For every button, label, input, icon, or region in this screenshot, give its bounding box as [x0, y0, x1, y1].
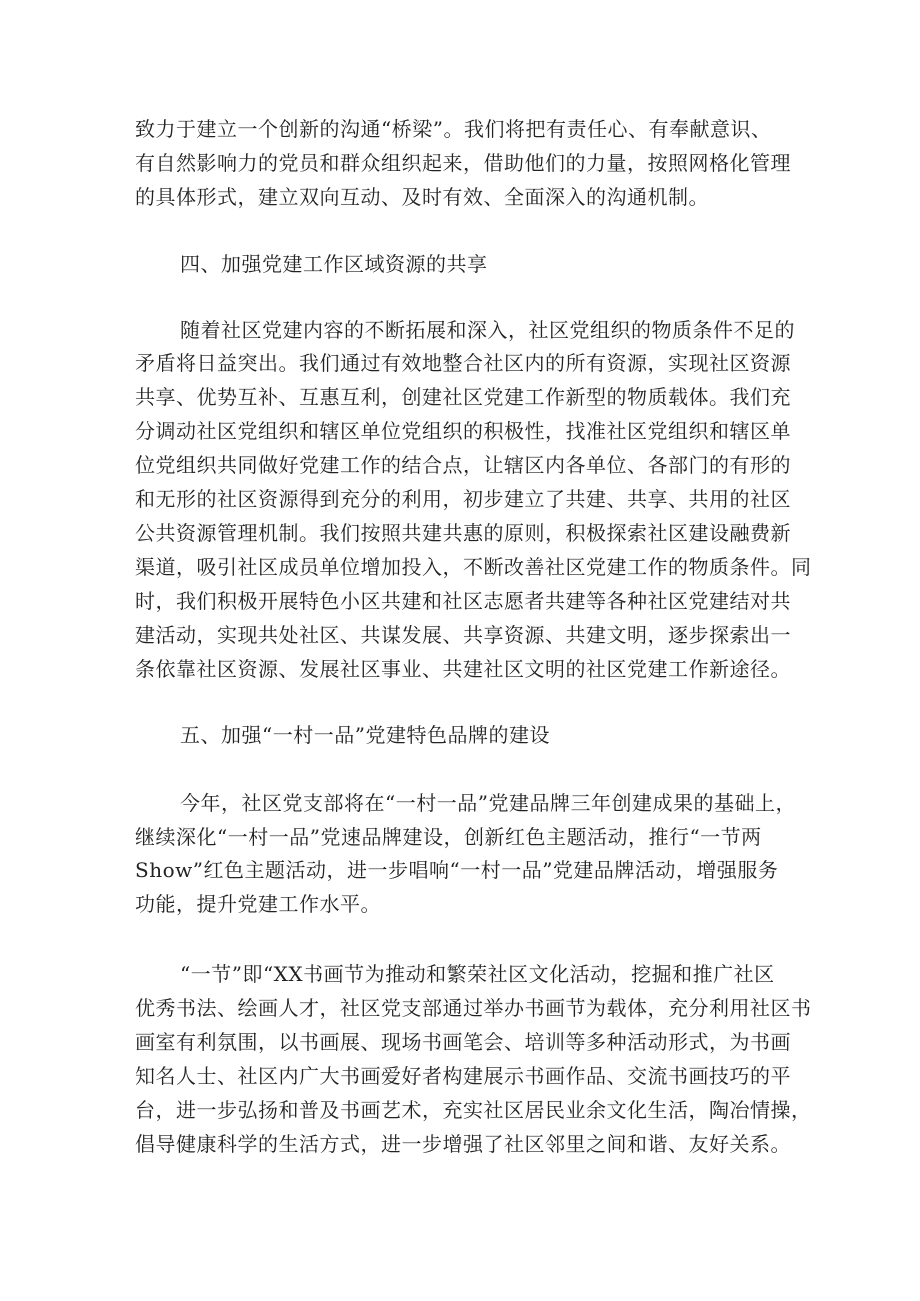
- text-line: 继续深化“一村一品”党速品牌建设，创新红色主题活动，推行“一节两: [135, 825, 762, 849]
- text-line: 公共资源管理机制。我们按照共建共惠的原则，积极探索社区建设融费新: [135, 521, 791, 545]
- text-line: 条依靠社区资源、发展社区事业、共建社区文明的社区党建工作新途径。: [135, 657, 791, 681]
- text-line: 有自然影响力的党员和群众组织起来，借助他们的力量，按照网格化管理: [135, 151, 791, 175]
- text-line: 随着社区党建内容的不断拓展和深入，社区党组织的物质条件不足的: [180, 318, 795, 342]
- text-line: 分调动社区党组织和辖区单位党组织的积极性，找准社区党组织和辖区单: [135, 419, 791, 443]
- text-line: 的具体形式，建立双向互动、及时有效、全面深入的沟通机制。: [135, 185, 709, 209]
- text-line: 台，进一步弘扬和普及书画艺术，充实社区居民业余文化生活，陶冶情操，: [135, 1098, 812, 1122]
- text-line: 今年，社区党支部将在“一村一品”党建品牌三年创建成果的基础上，: [180, 791, 796, 815]
- text-line: 建活动，实现共处社区、共谋发展、共享资源、共建文明，逐步探索出一: [135, 623, 791, 647]
- text-line: 倡导健康科学的生活方式，进一步增强了社区邻里之间和谐、友好关系。: [135, 1132, 791, 1156]
- text-line: 知名人士、社区内广大书画爱好者构建展示书画作品、交流书画技巧的平: [135, 1064, 791, 1088]
- text-line: 渠道，吸引社区成员单位增加投入，不断改善社区党建工作的物质条件。同: [135, 555, 812, 579]
- section-heading-4: 四、加强党建工作区域资源的共享: [180, 252, 488, 276]
- text-line: 共享、优势互补、互惠互利，创建社区党建工作新型的物质载体。我们充: [135, 385, 791, 409]
- text-line: Show”红色主题活动，进一步唱响“一村一品”党建品牌活动，增强服务: [135, 858, 779, 882]
- text-line: 和无形的社区资源得到充分的利用，初步建立了共建、共享、共用的社区: [135, 487, 791, 511]
- text-line: 致力于建立一个创新的沟通“桥梁”。我们将把有责任心、有奉献意识、: [135, 117, 772, 141]
- text-line: 时，我们积极开展特色小区共建和社区志愿者共建等各种社区党建结对共: [135, 589, 791, 613]
- text-line: 画室有利氛围，以书画展、现场书画笔会、培训等多种活动形式，为书画: [135, 1030, 791, 1054]
- text-line: 位党组织共同做好党建工作的结合点，让辖区内各单位、各部门的有形的: [135, 453, 791, 477]
- section-heading-5: 五、加强“一村一品”党建特色品牌的建设: [180, 723, 550, 747]
- text-line: 功能，提升党建工作水平。: [135, 892, 381, 916]
- text-line: 优秀书法、绘画人才，社区党支部通过举办书画节为载体，充分利用社区书: [135, 996, 812, 1020]
- text-line: 矛盾将日益突出。我们通过有效地整合社区内的所有资源，实现社区资源: [135, 351, 791, 375]
- text-line: “一节”即“XX书画节为推动和繁荣社区文化活动，挖掘和推广社区: [180, 962, 775, 986]
